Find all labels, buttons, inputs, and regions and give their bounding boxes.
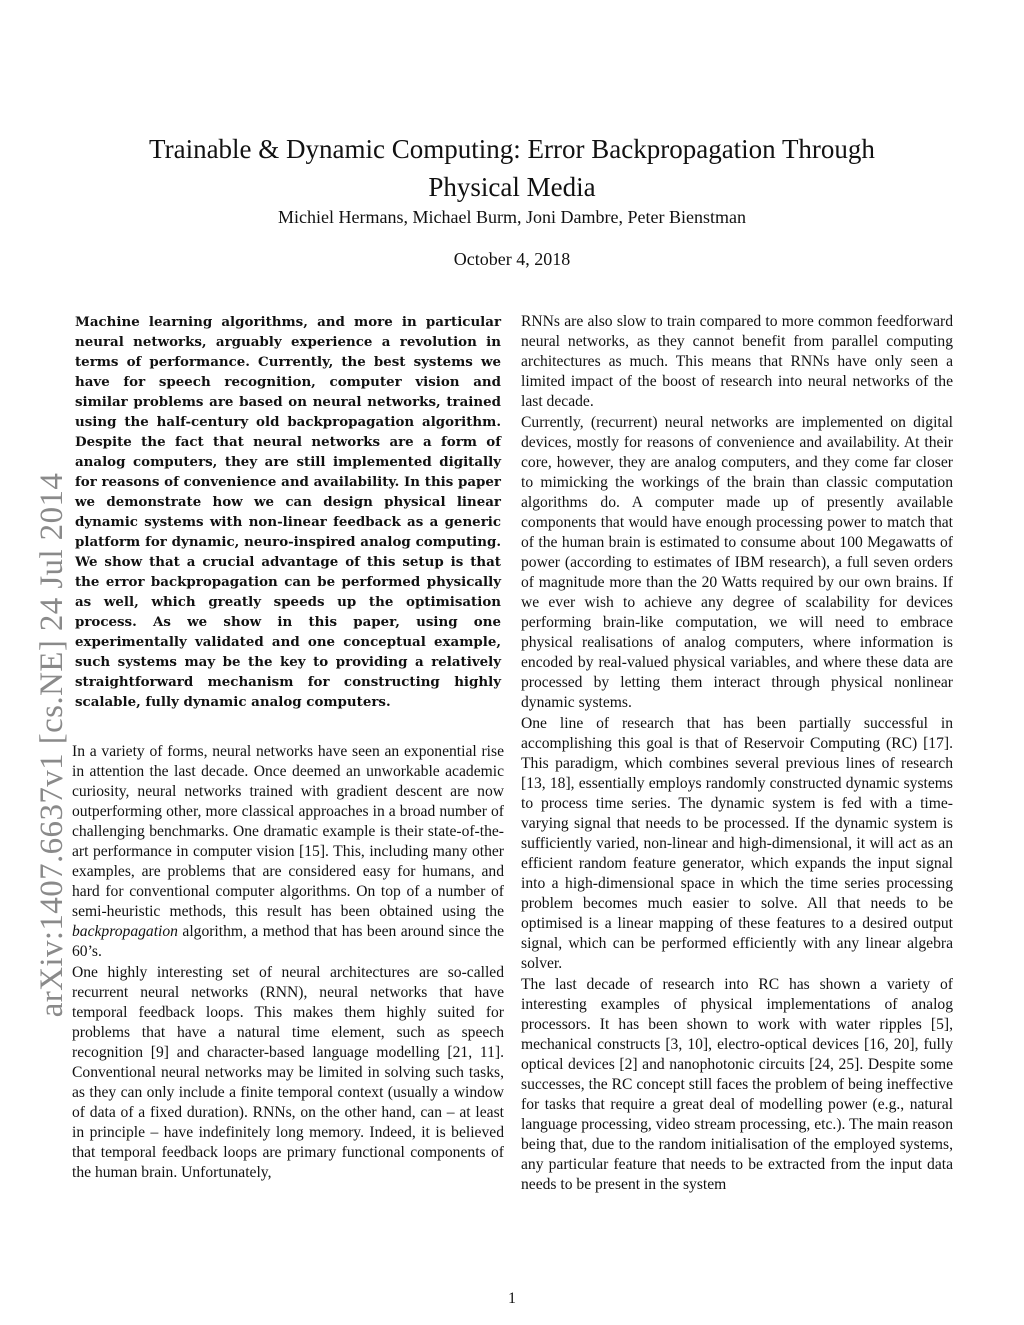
arxiv-identifier: arXiv:1407.6637v1 [cs.NE] 24 Jul 2014 bbox=[34, 472, 70, 1018]
paragraph-text: algorithm, a method that has been around since the 60’s. bbox=[72, 923, 504, 960]
paper-title: Trainable & Dynamic Computing: Error Backpropagation Through Physical Media bbox=[149, 134, 875, 203]
right-column bbox=[521, 312, 953, 1196]
author-list: Michiel Hermans, Michael Burm, Joni Dambre, Peter Bienstman bbox=[278, 207, 746, 227]
left-column bbox=[72, 312, 504, 1184]
paragraph-text: In a variety of forms, neural networks have seen an exponential rise in attention the last decade. Once deemed an unworkable academic curiosity, neural networks trained with gradient descent are now outperforming other, more classical approaches in a broad number of challenging benchmarks. One dramatic example is their state-of-the-art performance in computer vision [15]. This, including many other examples, are problems that are considered easy for humans, and hard for conventional computer algorithms. On top of a number of semi-heuristic methods, this result has been obtained using the bbox=[72, 743, 504, 920]
page-number: 1 bbox=[508, 1290, 516, 1307]
intro-paragraph-2: One highly interesting set of neural architectures are so-called recurrent neural networks (RNN), neural networks that have temporal feedback loops. This makes them highly suited for problems that have a natural time element, such as speech recognition [9] and character-based language modelling [21, 11]. Conventional neural networks may be limited in solving such tasks, as they can only include a finite temporal context (usually a window of data of a fixed duration). RNNs, on the other hand, can – at least in principle – have indefinitely long memory. Indeed, it is believed that temporal feedback loops are primary functional components of the human brain. Unfortunately, bbox=[72, 964, 504, 1181]
intro-paragraph-5: One line of research that has been partially successful in accomplishing this goal is that of Reservoir Computing (RC) [17]. This paradigm, which combines several previous lines of research [13, 18], essentially employs randomly constructed dynamic systems to process time series. The dynamic system is fed with a time-varying signal that needs to be processed. If the dynamic system is sufficiently varied, non-linear and high-dimensional, it will act as an efficient random feature generator, which expands the input signal into a high-dimensional space in which the time series processing problem becomes much easier to solve. All that needs to be optimised is a linear mapping of these features to a desired output signal, which can be performed efficiently with any linear algebra solver. bbox=[521, 715, 953, 972]
intro-paragraph-4: Currently, (recurrent) neural networks are implemented on digital devices, mostly for reasons of convenience and availability. At their core, however, they are analog computers, and they come far closer to mimicking the workings of the brain than classic computation algorithms do. A computer made up of presently available components that would have enough processing power to match that of the human brain is estimated to consume about 100 Megawatts of power (according to estimates of IBM research), a full seven orders of magnitude more than the 20 Watts required by our own brains. If we ever wish to achieve any degree of scalability for devices performing brain-like computation, we will need to embrace physical realisations of analog computers, where information is encoded by real-valued physical variables, and where these data are processed by letting them interact through physical nonlinear dynamic systems. bbox=[521, 414, 953, 711]
publication-date: October 4, 2018 bbox=[453, 249, 571, 269]
intro-paragraph-6: The last decade of research into RC has shown a variety of interesting examples of physical implementations of analog processors. It has been shown to work with water ripples [5], mechanical constructs [3, 10], electro-optical devices [16, 20], fully optical devices [2] and nanophotonic circuits [24, 25]. Despite some successes, the RC concept still faces the problem of being ineffective for tasks that require a great deal of modelling power (e.g., natural language processing, video stream processing, etc.). The main reason being that, due to the random initialisation of the employed systems, any particular feature that needs to be extracted from the input data needs to be present in the system bbox=[521, 976, 953, 1193]
abstract: Machine learning algorithms, and more in particular neural networks, arguably experience a revolution in terms of performance. Currently, the best systems we have for speech recognition, computer vision and similar problems are based on neural networks, trained using the half-century old backpropagation algorithm. Despite the fact that neural networks are a form of analog computers, they are still implemented digitally for reasons of convenience and availability. In this paper we demonstrate how we can design physical linear dynamic systems with non-linear feedback as a generic platform for dynamic, neuro-inspired analog computing. We show that a crucial advantage of this setup is that the error backpropagation can be performed physically as well, which greatly speeds up the optimisation process. As we show in this paper, using one experimentally validated and one conceptual example, such systems may be the key to providing a relatively straightforward mechanism for constructing highly scalable, fully dynamic analog computers. bbox=[75, 314, 501, 710]
emphasized-term: backpropagation bbox=[72, 923, 178, 940]
intro-paragraph-1 bbox=[72, 742, 504, 962]
intro-paragraph-3: RNNs are also slow to train compared to more common feedforward neural networks, as they cannot benefit from parallel computing architectures as much. This means that RNNs have only seen a limited impact of the boost of research into neural networks of the last decade. bbox=[521, 313, 953, 410]
